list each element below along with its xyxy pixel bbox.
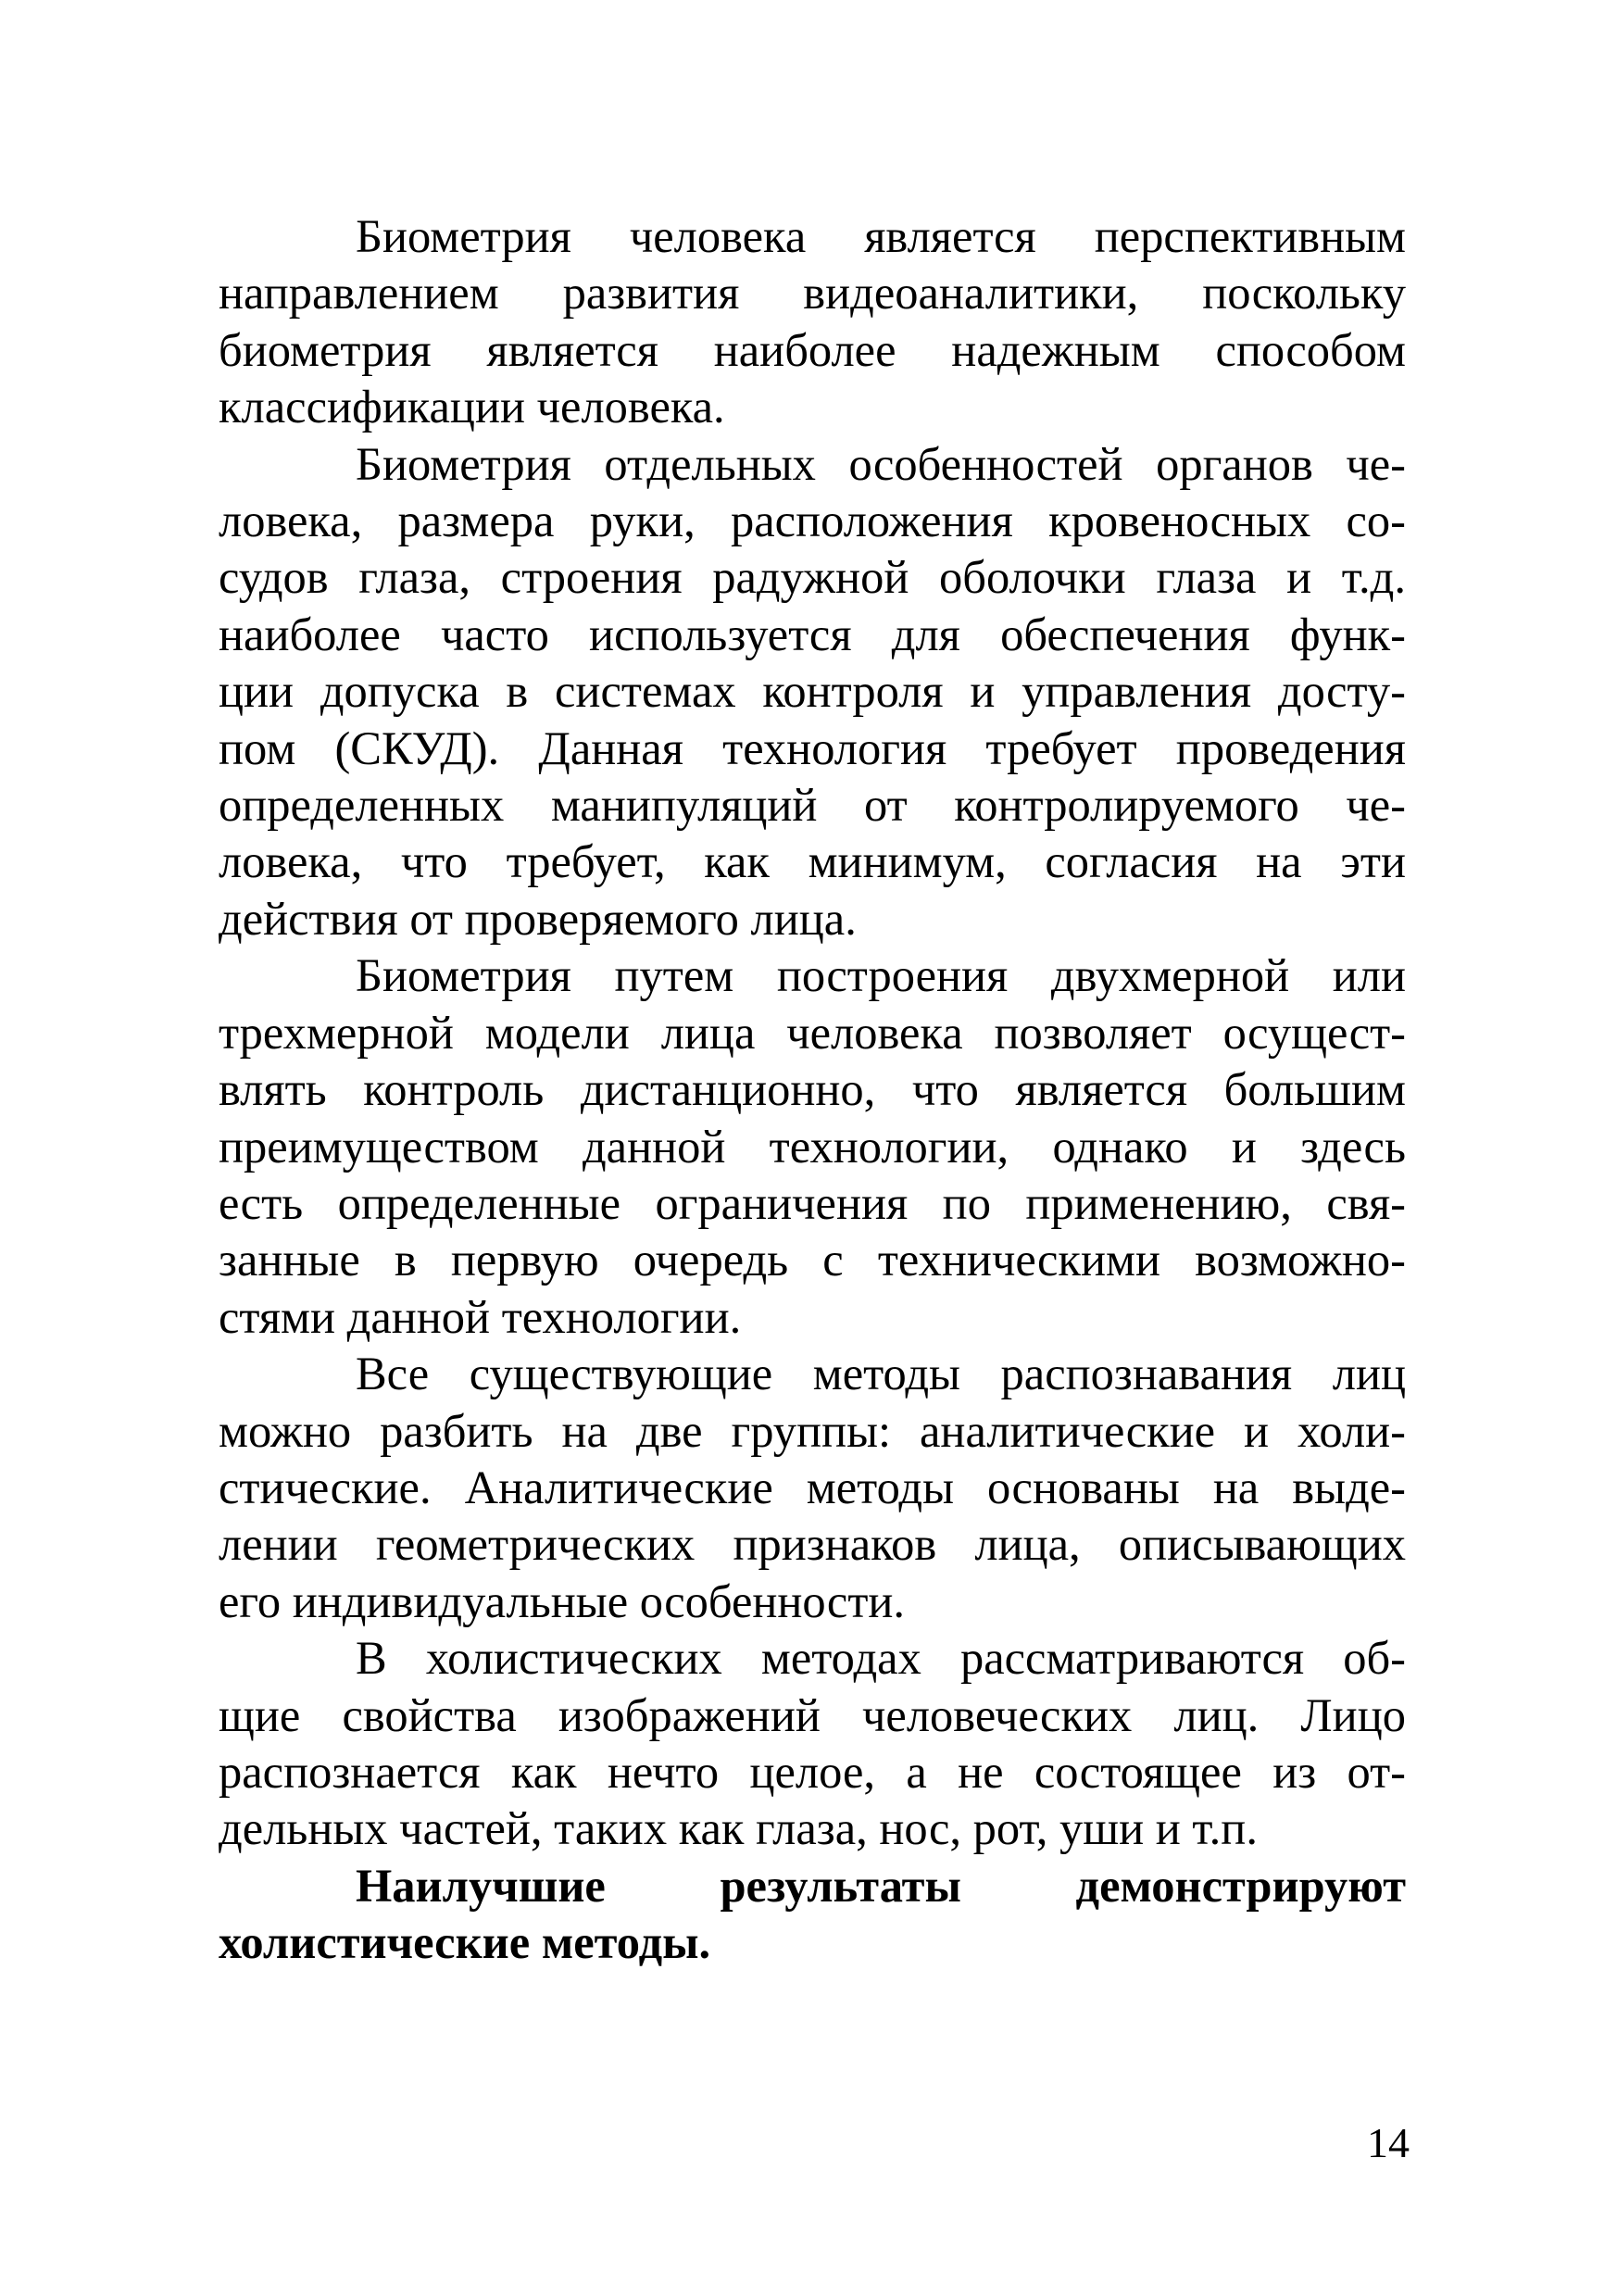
text-line: трехмерной модели лица человека позволяет осущест- bbox=[219, 1006, 1406, 1059]
paragraph-4 bbox=[219, 1346, 1406, 1630]
text-line: стические. Аналитические методы основаны на выде- bbox=[219, 1461, 1406, 1513]
body-text bbox=[219, 208, 1406, 1972]
text-line: классификации человека. bbox=[219, 381, 725, 433]
text-line: Биометрия путем построения двухмерной или bbox=[356, 949, 1406, 1002]
text-line: лении геометрических признаков лица, описывающих bbox=[219, 1518, 1406, 1571]
text-line: Все существующие методы распознавания лиц bbox=[356, 1348, 1406, 1400]
text-line: дельных частей, таких как глаза, нос, рот, уши и т.п. bbox=[219, 1802, 1258, 1855]
text-line: наиболее часто используется для обеспечения функ- bbox=[219, 608, 1406, 660]
paragraph-1 bbox=[219, 208, 1406, 436]
text-line: занные в первую очередь с техническими возможно- bbox=[219, 1234, 1406, 1286]
text-line: холистические методы. bbox=[219, 1916, 711, 1969]
text-line: направлением развития видеоаналитики, поскольку bbox=[219, 267, 1406, 320]
text-line: ловека, что требует, как минимум, согласия на эти bbox=[219, 835, 1406, 888]
page-number: 14 bbox=[1367, 2119, 1410, 2166]
text-line: ловека, размера руки, расположения кровеносных со- bbox=[219, 495, 1406, 547]
text-line: Наилучшие результаты демонстрируют bbox=[356, 1859, 1406, 1912]
text-line: биометрия является наиболее надежным способом bbox=[219, 323, 1406, 376]
text-line: определенных манипуляций от контролируемого че- bbox=[219, 779, 1406, 832]
text-line: действия от проверяемого лица. bbox=[219, 892, 857, 945]
text-line: щие свойства изображений человеческих лиц. Лицо bbox=[219, 1688, 1406, 1741]
text-line: его индивидуальные особенности. bbox=[219, 1575, 906, 1627]
text-line: стями данной технологии. bbox=[219, 1290, 742, 1343]
text-line: В холистических методах рассматриваются об- bbox=[356, 1632, 1406, 1685]
text-line: влять контроль дистанционно, что является большим bbox=[219, 1063, 1406, 1116]
paragraph-2 bbox=[219, 436, 1406, 948]
text-line: распознается как нечто целое, а не состоящее из от- bbox=[219, 1745, 1406, 1798]
text-line: Биометрия человека является перспективным bbox=[356, 210, 1406, 262]
text-line: пом (СКУД). Данная технология требует проведения bbox=[219, 721, 1406, 774]
text-line: есть определенные ограничения по применению, свя- bbox=[219, 1176, 1406, 1229]
text-line: преимуществом данной технологии, однако и здесь bbox=[219, 1120, 1406, 1173]
paragraph-3 bbox=[219, 947, 1406, 1346]
paragraph-6-conclusion bbox=[219, 1858, 1406, 1972]
text-line: можно разбить на две группы: аналитические и холи- bbox=[219, 1404, 1406, 1457]
text-line: Биометрия отдельных особенностей органов че- bbox=[356, 437, 1406, 490]
text-line: судов глаза, строения радужной оболочки глаза и т.д. bbox=[219, 551, 1406, 604]
text-line: ции допуска в системах контроля и управления досту- bbox=[219, 665, 1406, 718]
paragraph-5 bbox=[219, 1630, 1406, 1858]
